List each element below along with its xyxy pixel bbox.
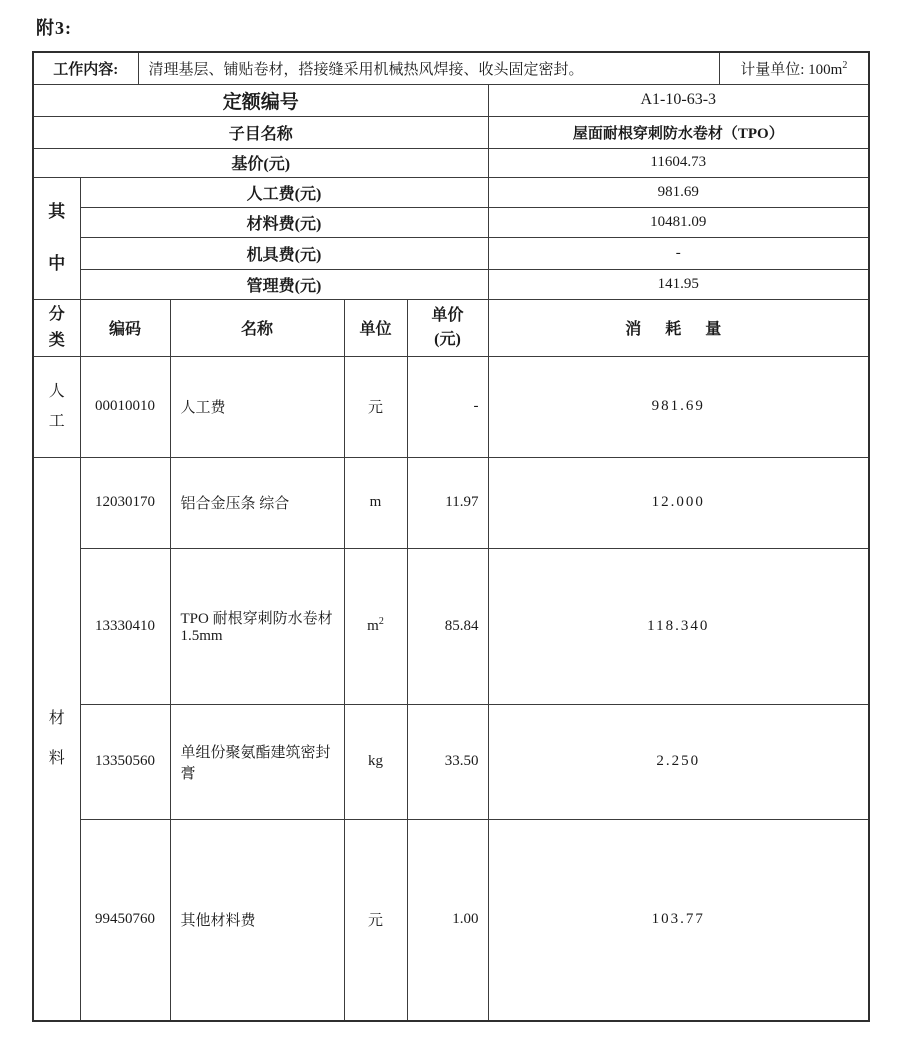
work-content-row [33, 52, 869, 84]
management-fee-label: 管理费(元) [80, 269, 488, 299]
item-name-value: 屋面耐根穿刺防水卷材（TPO） [488, 116, 869, 148]
header-unit: 单位 [344, 299, 407, 356]
row-unit-price: - [407, 356, 488, 457]
row-unit-sup: 2 [378, 615, 384, 627]
among-cell [33, 177, 80, 299]
row-code: 13330410 [80, 548, 170, 704]
row-consumption: 2.250 [488, 704, 869, 819]
machine-fee-row [33, 237, 869, 269]
category-material-cell [33, 457, 80, 1021]
measure-unit-text: 计量单位: 100m [740, 61, 843, 78]
labor-fee-row [33, 177, 869, 207]
row-name: TPO 耐根穿刺防水卷材 1.5mm [170, 548, 344, 704]
quota-table [32, 51, 870, 1022]
machine-fee-label: 机具费(元) [80, 237, 488, 269]
management-fee-value: 141.95 [488, 269, 869, 299]
measure-unit [719, 52, 869, 84]
detail-row-material-1 [33, 457, 869, 548]
row-unit: 元 [344, 356, 407, 457]
row-consumption: 118.340 [488, 548, 869, 704]
material-fee-row [33, 207, 869, 237]
row-code: 99450760 [80, 819, 170, 1021]
row-consumption: 981.69 [488, 356, 869, 457]
material-fee-value: 10481.09 [488, 207, 869, 237]
row-code: 00010010 [80, 356, 170, 457]
among-label: 其中 [48, 202, 66, 273]
row-unit-price: 11.97 [407, 457, 488, 548]
row-unit-text: m [367, 617, 379, 634]
row-consumption: 103.77 [488, 819, 869, 1021]
quota-code-value: A1-10-63-3 [488, 84, 869, 116]
detail-row-material-3 [33, 704, 869, 819]
management-fee-row [33, 269, 869, 299]
row-consumption: 12.000 [488, 457, 869, 548]
category-material-label: 材料 [48, 709, 65, 767]
row-unit-price: 1.00 [407, 819, 488, 1021]
row-name: 其他材料费 [170, 819, 344, 1021]
measure-unit-sup: 2 [842, 59, 848, 71]
row-code: 12030170 [80, 457, 170, 548]
detail-row-material-4 [33, 819, 869, 1021]
row-unit-price: 85.84 [407, 548, 488, 704]
work-content-text: 清理基层、铺贴卷材，搭接缝采用机械热风焊接、收头固定密封。 [138, 52, 719, 84]
detail-row-labor [33, 356, 869, 457]
row-name: 单组份聚氨酯建筑密封膏 [170, 704, 344, 819]
row-unit [344, 548, 407, 704]
detail-row-material-2 [33, 548, 869, 704]
labor-fee-value: 981.69 [488, 177, 869, 207]
category-labor-label: 人工 [48, 382, 65, 430]
labor-fee-label: 人工费(元) [80, 177, 488, 207]
header-unit-price-line2: (元) [434, 330, 461, 348]
header-code: 编码 [80, 299, 170, 356]
row-unit: 元 [344, 819, 407, 1021]
header-unit-price [407, 299, 488, 356]
quota-code-label: 定额编号 [33, 84, 488, 116]
header-category [33, 299, 80, 356]
material-fee-label: 材料费(元) [80, 207, 488, 237]
header-unit-price-line1: 单价 [431, 306, 464, 324]
header-category-text: 分类 [48, 305, 65, 349]
row-code: 13350560 [80, 704, 170, 819]
row-unit: kg [344, 704, 407, 819]
item-name-label: 子目名称 [33, 116, 488, 148]
row-unit: m [344, 457, 407, 548]
header-consumption: 消 耗 量 [488, 299, 869, 356]
item-name-row [33, 116, 869, 148]
base-price-label: 基价(元) [33, 148, 488, 177]
quota-code-row [33, 84, 869, 116]
attachment-label: 附3: [36, 18, 72, 38]
base-price-row [33, 148, 869, 177]
row-name: 铝合金压条 综合 [170, 457, 344, 548]
machine-fee-value: - [488, 237, 869, 269]
row-name: 人工费 [170, 356, 344, 457]
header-name: 名称 [170, 299, 344, 356]
category-labor-cell [33, 356, 80, 457]
base-price-value: 11604.73 [488, 148, 869, 177]
detail-header-row [33, 299, 869, 356]
work-content-label: 工作内容: [33, 52, 138, 84]
row-unit-price: 33.50 [407, 704, 488, 819]
